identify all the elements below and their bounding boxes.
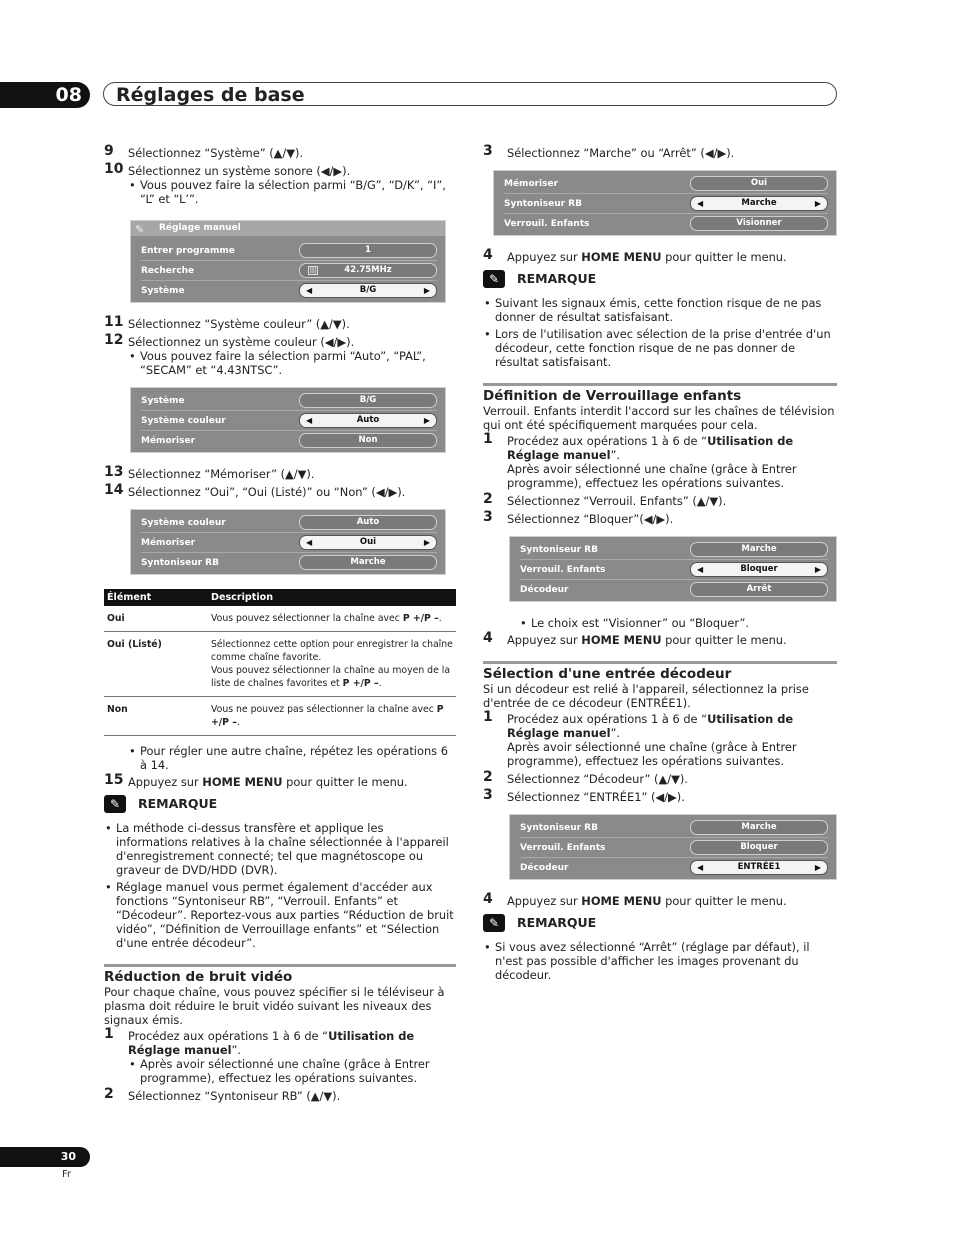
left-column xyxy=(104,143,456,1107)
menu-row: Mémoriser ◀ Oui ▶ xyxy=(141,533,437,553)
menu-value: Visionner xyxy=(690,216,828,231)
menu-row: Syntoniseur RB ◀ Marche ▶ xyxy=(504,194,828,214)
arrow-left-icon: ◀ xyxy=(306,286,313,295)
menu-row: Mémoriser Non xyxy=(141,431,437,450)
table-row: Oui Vous pouvez sélectionner la chaîne avec P +/P –. xyxy=(104,606,456,632)
arrow-right-icon: ▶ xyxy=(423,416,430,425)
step-3: 3 Sélectionnez “ENTRÉE1” (◀/▶). xyxy=(483,787,685,804)
section-title: Sélection d'une entrée décodeur xyxy=(483,661,837,682)
menu-row: Système B/G xyxy=(141,391,437,411)
page-title: Réglages de base xyxy=(103,82,837,106)
remarque-heading: ✎ REMARQUE xyxy=(483,270,837,288)
step-11: 11 Sélectionnez “Système couleur” (▲/▼). xyxy=(104,314,350,331)
menu-row: Verrouil. Enfants Bloquer xyxy=(520,838,828,858)
section-title: Réduction de bruit vidéo xyxy=(104,964,456,985)
menu-row: Système ◀ B/G ▶ xyxy=(141,281,437,300)
menu-verrouil-enfants xyxy=(509,536,837,602)
menu-value: 1 xyxy=(299,243,437,258)
menu-memoriser xyxy=(130,509,446,575)
step-1: 1 Procédez aux opérations 1 à 6 de “Utilisation de Réglage manuel”. Après avoir sélectionné une chaîne (grâce à Entrer programme), effectuez les opérations suivantes. xyxy=(483,712,837,768)
bullet: • Vous pouvez faire la sélection parmi “B/G”, “D/K”, “I”, “L” et “L’”. xyxy=(128,178,456,206)
menu-row: Syntoniseur RB Marche xyxy=(520,540,828,560)
table-row: Oui (Listé) Sélectionnez cette option pour enregistrer la chaîne comme chaîne favorite. Vous pouvez sélectionner la chaîne au moyen de la liste de chaînes favorites et P +/P –. xyxy=(104,632,456,697)
arrow-left-icon: ◀ xyxy=(306,538,313,547)
search-box-icon: ||| xyxy=(309,267,317,274)
note-bullet: • Réglage manuel vous permet également d'accéder aux fonctions “Syntoniseur RB”, “Verrouil. Enfants” et “Décodeur”. Reportez-vous aux parties “Réduction de bruit vidéo”, “Définition de Verrouillage enfants” et “Sélection d'une entrée décodeur”. xyxy=(104,880,456,950)
menu-row: Mémoriser Oui xyxy=(504,174,828,194)
menu-value: Arrêt xyxy=(690,582,828,597)
menu-syntoniseur-rb xyxy=(493,170,837,236)
right-column xyxy=(483,143,837,985)
step-1: 1 Procédez aux opérations 1 à 6 de “Utilisation de Réglage manuel”. Après avoir sélectionné une chaîne (grâce à Entrer programme), effectuez les opérations suivantes. xyxy=(483,434,837,490)
language-code: Fr xyxy=(62,1169,72,1180)
menu-row: Verrouil. Enfants Visionner xyxy=(504,214,828,233)
step-12: 12 Sélectionnez un système couleur (◀/▶). • Vous pouvez faire la sélection parmi “Auto”, “PAL”, “SECAM” et “4.43NTSC”. xyxy=(104,335,456,377)
bullet: • Après avoir sélectionné une chaîne (grâce à Entrer programme), effectuez les opérations suivantes. xyxy=(128,1057,456,1085)
description-table: Élément Description Oui Vous pouvez sélectionner la chaîne avec P +/P –. Oui (Listé) Sélectionnez cette option pour enregistrer la chaîne comme chaîne favorite. Vous pouvez sélectionner la chaîne au moyen de la liste de chaînes favorites et P +/P –. Non Vous ne pouvez pas sélectionner la chaîne avec P +/P –. xyxy=(104,589,456,736)
menu-value-selected: ◀ Marche ▶ xyxy=(690,196,828,211)
section-body: Pour chaque chaîne, vous pouvez spécifier si le téléviseur à plasma doit réduire le bruit vidéo suivant les niveaux des signaux émis. xyxy=(104,985,445,1027)
step-2: 2 Sélectionnez “Verrouil. Enfants” (▲/▼). xyxy=(483,491,727,508)
menu-value: Marche xyxy=(299,555,437,570)
step-2: 2 Sélectionnez “Syntoniseur RB” (▲/▼). xyxy=(104,1086,341,1103)
menu-systeme-couleur xyxy=(130,387,446,453)
menu-value-selected: ◀ B/G ▶ xyxy=(299,283,437,298)
arrow-right-icon: ▶ xyxy=(814,565,821,574)
menu-value-selected: ◀ ENTRÉE1 ▶ xyxy=(690,860,828,875)
step-1: 1 Procédez aux opérations 1 à 6 de “Utilisation de Réglage manuel”. • Après avoir sélectionné une chaîne (grâce à Entrer programme), effectuez les opérations suivantes. xyxy=(104,1029,456,1085)
step-3: 3 Sélectionnez “Bloquer”(◀/▶). xyxy=(483,509,674,526)
menu-icon: ✎ xyxy=(135,223,145,236)
menu-reglage-manuel xyxy=(130,220,446,303)
table-row: Non Vous ne pouvez pas sélectionner la chaîne avec P +/P –. xyxy=(104,697,456,736)
step-9: 9 Sélectionnez “Système” (▲/▼). xyxy=(104,143,304,160)
arrow-right-icon: ▶ xyxy=(423,538,430,547)
section-title: Définition de Verrouillage enfants xyxy=(483,383,837,404)
note-bullet: • Suivant les signaux émis, cette fonction risque de ne pas donner de résultat satisfaisant. xyxy=(483,296,837,324)
bullet: • Le choix est “Visionner” ou “Bloquer”. xyxy=(519,616,837,630)
note-bullet: • Si vous avez sélectionné “Arrêt” (réglage par défaut), il n'est pas possible d'afficher les images provenant du décodeur. xyxy=(483,940,837,982)
arrow-right-icon: ▶ xyxy=(814,199,821,208)
step-4: 4 Appuyez sur HOME MENU pour quitter le menu. xyxy=(483,891,787,908)
step-3: 3 Sélectionnez “Marche” ou “Arrêt” (◀/▶). xyxy=(483,143,735,160)
menu-value: Auto xyxy=(299,515,437,530)
menu-decodeur xyxy=(509,814,837,880)
menu-row: Système couleur Auto xyxy=(141,513,437,533)
menu-row: Verrouil. Enfants ◀ Bloquer ▶ xyxy=(520,560,828,580)
menu-row: Système couleur ◀ Auto ▶ xyxy=(141,411,437,431)
note-bullet: • La méthode ci-dessus transfère et applique les informations relatives à la chaîne sélectionnée à l'appareil d'enregistrement connecté; tel que magnétoscope ou graveur de DVD/HDD (DVR). xyxy=(104,821,456,877)
step-detail: Après avoir sélectionné une chaîne (grâce à Entrer programme), effectuez les opérations suivantes. xyxy=(507,740,797,768)
menu-value: Bloquer xyxy=(690,840,828,855)
menu-row: Décodeur Arrêt xyxy=(520,580,828,599)
step-15: 15 Appuyez sur HOME MENU pour quitter le menu. xyxy=(104,772,408,789)
arrow-right-icon: ▶ xyxy=(423,286,430,295)
step-4: 4 Appuyez sur HOME MENU pour quitter le menu. xyxy=(483,630,787,647)
menu-row: Syntoniseur RB Marche xyxy=(520,818,828,838)
arrow-right-icon: ▶ xyxy=(814,863,821,872)
remarque-heading: ✎ REMARQUE xyxy=(104,795,456,813)
step-13: 13 Sélectionnez “Mémoriser” (▲/▼). xyxy=(104,464,315,481)
menu-value: Non xyxy=(299,433,437,448)
menu-value: Marche xyxy=(690,820,828,835)
menu-row: Syntoniseur RB Marche xyxy=(141,553,437,572)
arrow-left-icon: ◀ xyxy=(306,416,313,425)
menu-value: Marche xyxy=(690,542,828,557)
menu-value: Oui xyxy=(690,176,828,191)
section-body: Si un décodeur est relié à l'appareil, sélectionnez la prise d'entrée de ce décodeur (ENTRÉE1). xyxy=(483,682,809,710)
pencil-note-icon: ✎ xyxy=(483,270,505,288)
menu-value: B/G xyxy=(299,393,437,408)
menu-row: Entrer programme 1 xyxy=(141,241,437,261)
step-10: 10 Sélectionnez un système sonore (◀/▶). • Vous pouvez faire la sélection parmi “B/G”, “D/K”, “I”, “L” et “L’”. xyxy=(104,164,456,206)
step-2: 2 Sélectionnez “Décodeur” (▲/▼). xyxy=(483,769,688,786)
menu-value-selected: ◀ Oui ▶ xyxy=(299,535,437,550)
bullet: • Vous pouvez faire la sélection parmi “Auto”, “PAL”, “SECAM” et “4.43NTSC”. xyxy=(128,349,456,377)
pencil-note-icon: ✎ xyxy=(483,914,505,932)
note-bullet: • Lors de l'utilisation avec sélection de la prise d'entrée d'un décodeur, cette fonction risque de ne pas donner de résultat satisfaisant. xyxy=(483,327,837,369)
remarque-heading: ✎ REMARQUE xyxy=(483,914,837,932)
section-body: Verrouil. Enfants interdit l'accord sur les chaînes de télévision qui ont été spécifiquement marquées pour cela. xyxy=(483,404,835,432)
arrow-left-icon: ◀ xyxy=(697,863,704,872)
bullet: • Pour régler une autre chaîne, répétez les opérations 6 à 14. xyxy=(128,744,456,772)
step-detail: Après avoir sélectionné une chaîne (grâce à Entrer programme), effectuez les opérations suivantes. xyxy=(507,462,797,490)
menu-value: ||| 42.75MHz xyxy=(299,263,437,278)
step-4: 4 Appuyez sur HOME MENU pour quitter le menu. xyxy=(483,247,787,264)
menu-value-selected: ◀ Auto ▶ xyxy=(299,413,437,428)
arrow-left-icon: ◀ xyxy=(697,199,704,208)
menu-row: Décodeur ◀ ENTRÉE1 ▶ xyxy=(520,858,828,877)
page-header xyxy=(0,82,954,108)
menu-header: ✎ Réglage manuel xyxy=(131,221,445,236)
menu-value-selected: ◀ Bloquer ▶ xyxy=(690,562,828,577)
step-14: 14 Sélectionnez “Oui”, “Oui (Listé)” ou “Non” (◀/▶). xyxy=(104,482,406,499)
chapter-number: 08 xyxy=(0,82,90,108)
arrow-left-icon: ◀ xyxy=(697,565,704,574)
page-number: 30 xyxy=(0,1147,90,1167)
pencil-note-icon: ✎ xyxy=(104,795,126,813)
menu-row: Recherche ||| 42.75MHz xyxy=(141,261,437,281)
